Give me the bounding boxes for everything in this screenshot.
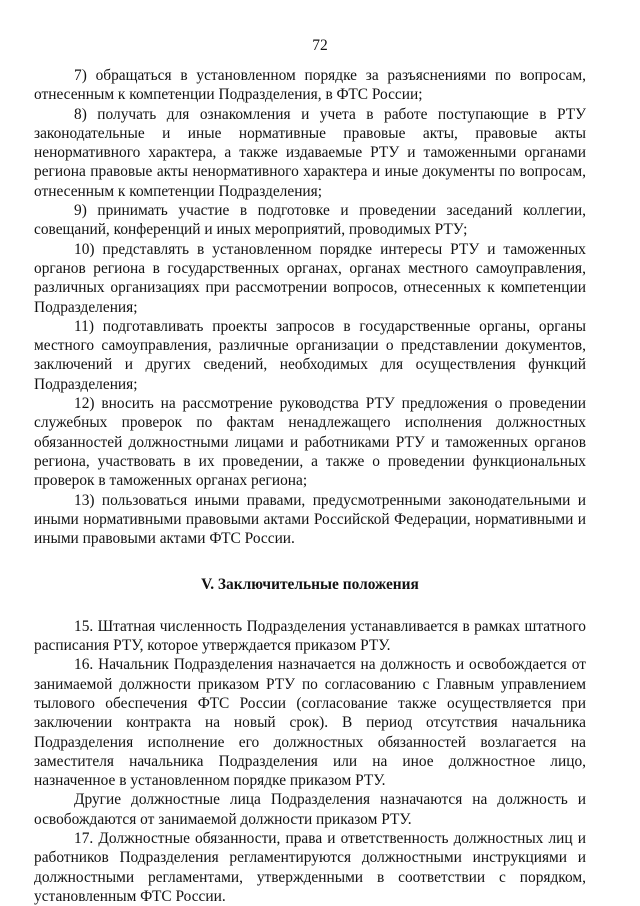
paragraph: 17. Должностные обязанности, права и ответственность должностных лиц и работников Подразделения регламентируются должностными инструкциями и должностными регламентами, утвержденными в соответствии с порядком, установленным ФТС России. — [34, 829, 586, 905]
list-item: 13) пользоваться иными правами, предусмотренными законодательными и иными нормативными правовыми актами Российской Федерации, нормативными и иными правовыми актами ФТС России. — [34, 491, 586, 548]
paragraph: Другие должностные лица Подразделения назначаются на должность и освобождаются от занимаемой должности приказом РТУ. — [34, 791, 586, 828]
list-item: 10) представлять в установленном порядке интересы РТУ и таможенных органов региона в государственных органах, органах местного самоуправления, различных организациях при рассмотрении вопросов, отнесенных к компетенции Подразделения; — [34, 240, 586, 316]
section-heading: V. Заключительные положения — [201, 576, 419, 594]
final-provisions — [34, 617, 586, 906]
paragraph: 15. Штатная численность Подразделения устанавливается в рамках штатного расписания РТУ, которое утверждается приказом РТУ. — [34, 617, 586, 655]
list-item: 7) обращаться в установленном порядке за разъяснениями по вопросам, отнесенным к компетенции Подразделения, в ФТС России; — [34, 67, 586, 104]
list-item: 9) принимать участие в подготовке и проведении заседаний коллегии, совещаний, конференций и иных мероприятий, проводимых РТУ; — [34, 202, 586, 239]
paragraph: 16. Начальник Подразделения назначается на должность и освобождается от занимаемой должности приказом РТУ по согласованию с Главным управлением тылового обеспечения ФТС России (согласование также осуществляется при заключении контракта на новый срок). В период отсутствия начальника Подразделения исполнение его должностных обязанностей возлагается на заместителя начальника Подразделения или на иное должностное лицо, назначенное в установленном порядке приказом РТУ. — [34, 656, 586, 790]
list-item: 12) вносить на рассмотрение руководства РТУ предложения о проведении служебных проверок по фактам ненадлежащего исполнения должностных обязанностей должностными лицами и работниками РТУ и таможенных органов региона, участвовать в их проведении, а также о проведении функциональных проверок в таможенных органах региона; — [34, 395, 586, 490]
list-item: 8) получать для ознакомления и учета в работе поступающие в РТУ законодательные и иные нормативные правовые акты, правовые акты ненормативного характера, а также издаваемые РТУ и таможенными органами региона правовые акты ненормативного характера и иные документы по вопросам, отнесенным к компетенции Подразделения; — [34, 105, 586, 200]
list-item: 11) подготавливать проекты запросов в государственные органы, органы местного самоуправления, различные организации о представлении документов, заключений и других сведений, необходимых для осуществления функций Подразделения; — [34, 317, 586, 393]
rights-list — [34, 66, 586, 548]
page-number: 72 — [312, 37, 328, 54]
document-body — [34, 66, 586, 906]
